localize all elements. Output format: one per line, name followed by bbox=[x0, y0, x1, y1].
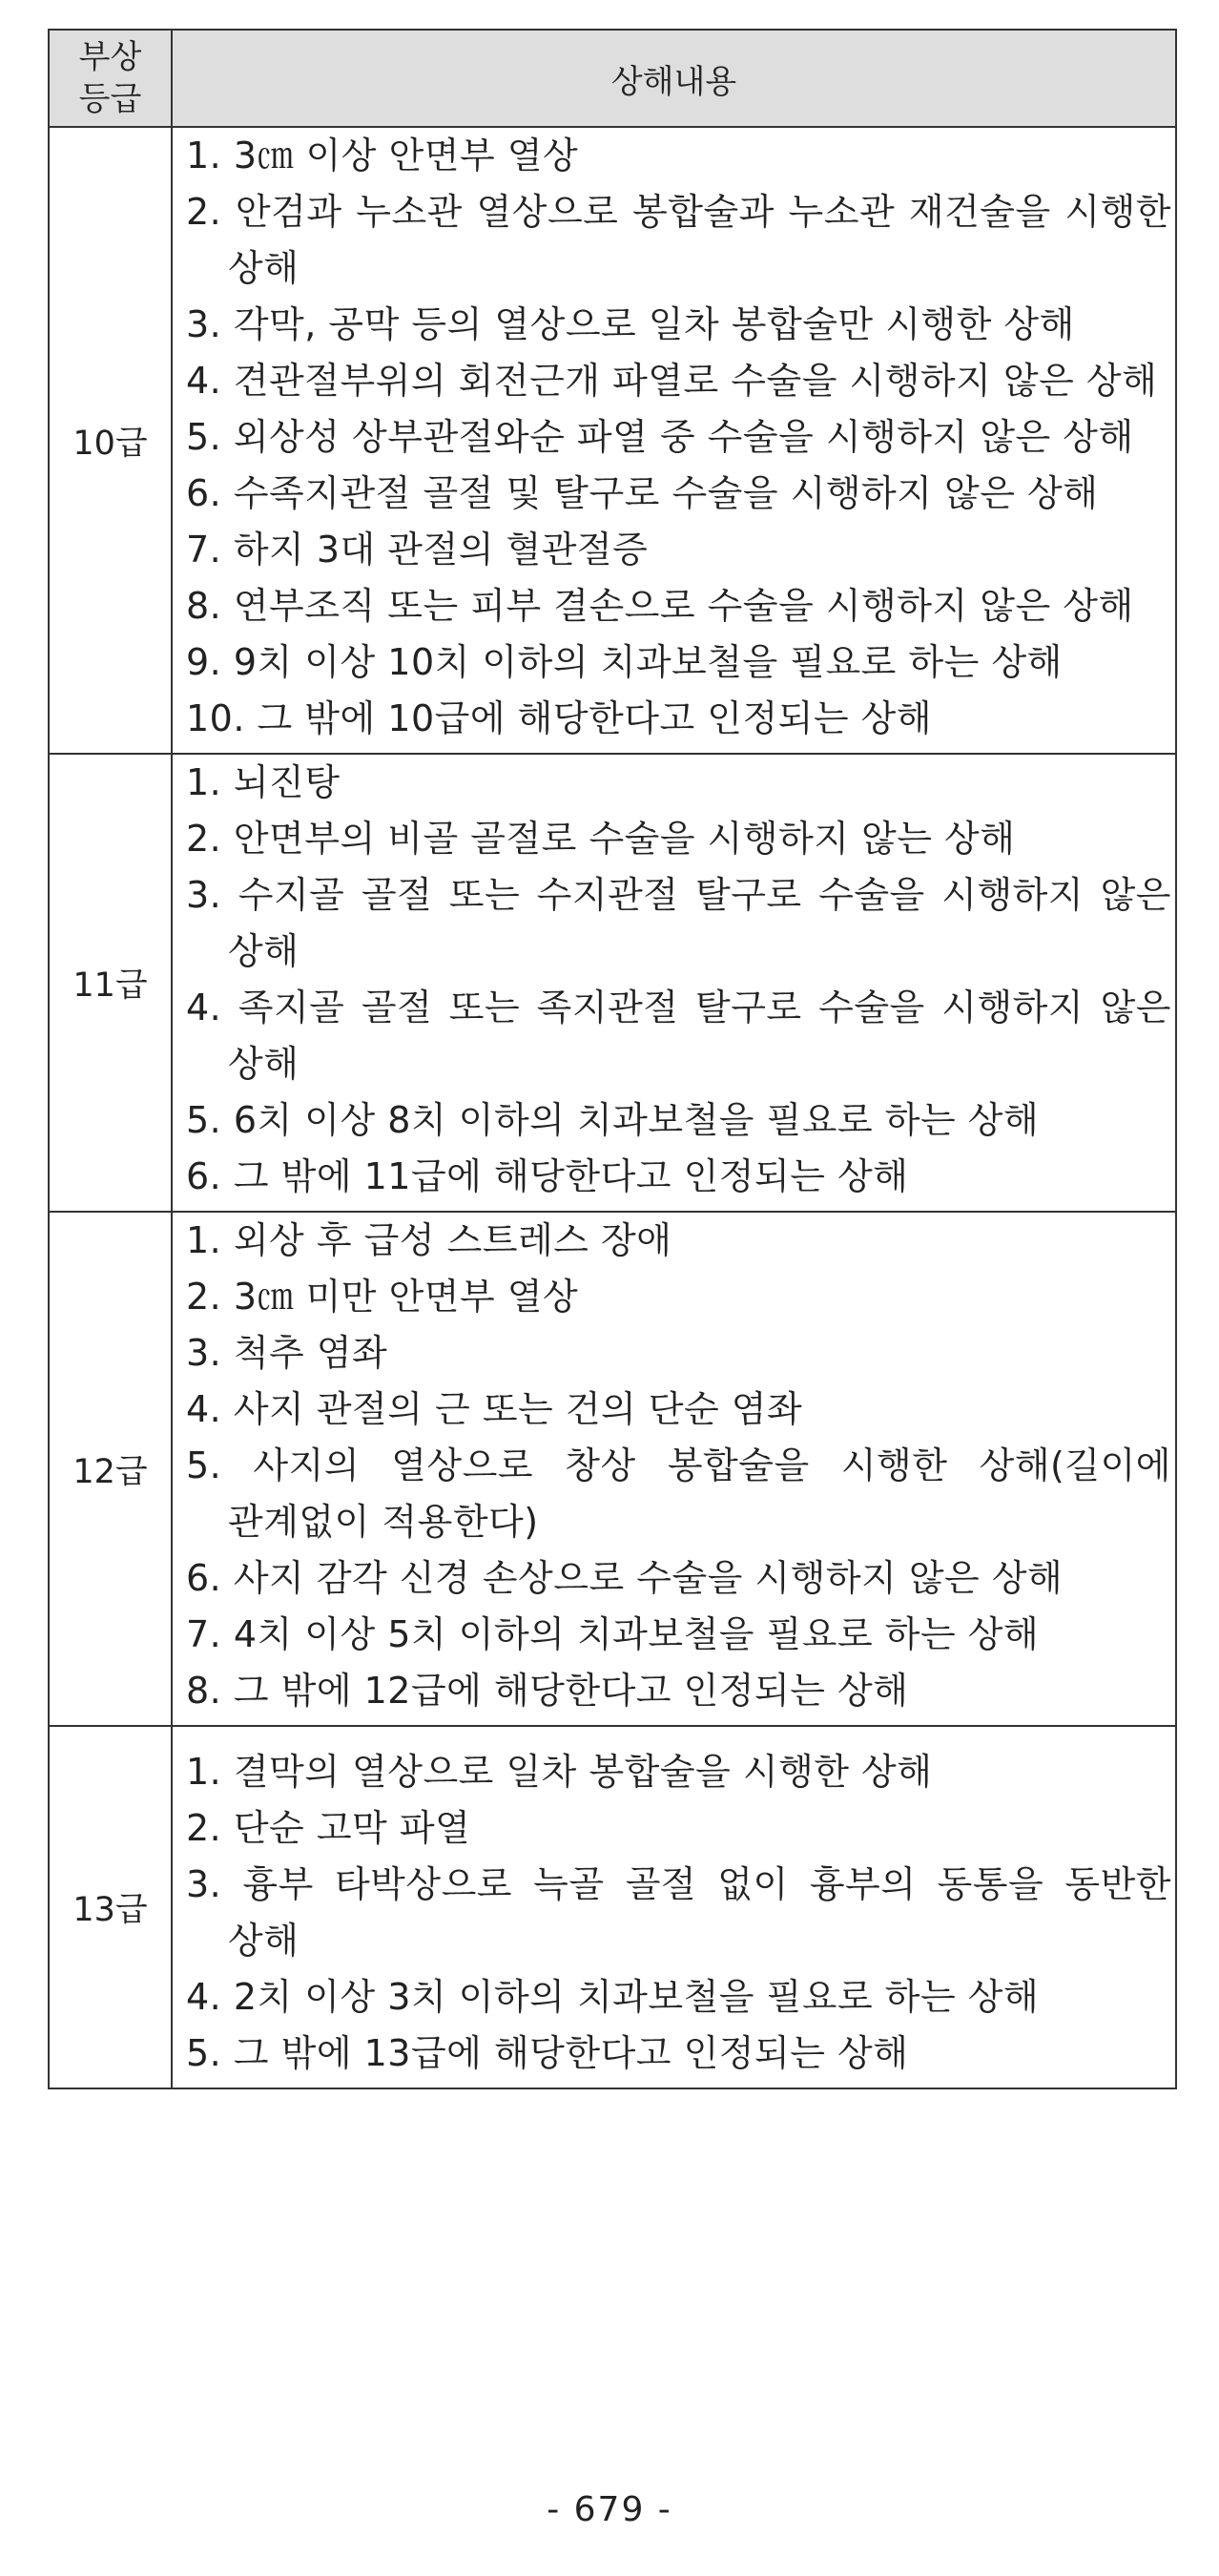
list-item: 3. 각막, 공막 등의 열상으로 일차 봉합술만 시행한 상해 bbox=[186, 303, 1075, 345]
injury-item-list bbox=[186, 1744, 1171, 2082]
grade-cell: 10급 bbox=[49, 127, 172, 754]
table-header bbox=[49, 30, 1176, 127]
list-item: 8. 그 밖에 12급에 해당한다고 인정되는 상해 bbox=[186, 1670, 909, 1712]
injury-item-list bbox=[186, 1213, 1171, 1719]
list-item: 7. 4치 이상 5치 이하의 치과보철을 필요로 하는 상해 bbox=[186, 1613, 1040, 1655]
list-item: 8. 연부조직 또는 피부 결손으로 수술을 시행하지 않은 상해 bbox=[186, 585, 1134, 627]
list-item: 6. 사지 감각 신경 손상으로 수술을 시행하지 않은 상해 bbox=[186, 1557, 1064, 1599]
table-row bbox=[49, 1212, 1176, 1726]
table-row bbox=[49, 127, 1176, 754]
injury-item-list bbox=[186, 755, 1171, 1205]
content-cell bbox=[172, 1726, 1176, 2088]
list-item: 3. 수지골 골절 또는 수지관절 탈구로 수술을 시행하지 않은 상해 bbox=[186, 874, 1171, 972]
grade-cell: 12급 bbox=[49, 1212, 172, 1726]
list-item: 5. 외상성 상부관절와순 파열 중 수술을 시행하지 않은 상해 bbox=[186, 416, 1134, 458]
content-cell bbox=[172, 754, 1176, 1212]
list-item: 2. 안검과 누소관 열상으로 봉합술과 누소관 재건술을 시행한 상해 bbox=[186, 191, 1171, 289]
list-item: 6. 그 밖에 11급에 해당한다고 인정되는 상해 bbox=[186, 1155, 909, 1197]
list-item: 5. 그 밖에 13급에 해당한다고 인정되는 상해 bbox=[186, 2032, 909, 2074]
list-item: 3. 척추 염좌 bbox=[186, 1332, 388, 1374]
list-item: 1. 뇌진탕 bbox=[186, 761, 341, 803]
grade-cell: 11급 bbox=[49, 754, 172, 1212]
list-item: 1. 외상 후 급성 스트레스 장애 bbox=[186, 1219, 672, 1261]
list-item: 2. 3㎝ 미만 안면부 열상 bbox=[186, 1276, 579, 1318]
grade-cell: 13급 bbox=[49, 1726, 172, 2088]
list-item: 4. 견관절부위의 회전근개 파열로 수술을 시행하지 않은 상해 bbox=[186, 360, 1158, 402]
list-item: 5. 사지의 열상으로 창상 봉합술을 시행한 상해(길이에 관계없이 적용한다) bbox=[186, 1444, 1171, 1543]
table-row bbox=[49, 754, 1176, 1212]
list-item: 5. 6치 이상 8치 이하의 치과보철을 필요로 하는 상해 bbox=[186, 1099, 1040, 1141]
table-row bbox=[49, 1726, 1176, 2088]
header-content-label: 상해내용 bbox=[610, 62, 737, 101]
content-cell bbox=[172, 1212, 1176, 1726]
list-item: 2. 단순 고막 파열 bbox=[186, 1807, 471, 1849]
list-item: 1. 결막의 열상으로 일차 봉합술을 시행한 상해 bbox=[186, 1751, 933, 1793]
content-cell bbox=[172, 127, 1176, 754]
list-item: 6. 수족지관절 골절 및 탈구로 수술을 시행하지 않은 상해 bbox=[186, 472, 1099, 514]
list-item: 4. 2치 이상 3치 이하의 치과보철을 필요로 하는 상해 bbox=[186, 1976, 1040, 2018]
header-grade-label: 부상 등급 bbox=[78, 38, 142, 118]
list-item: 2. 안면부의 비골 골절로 수술을 시행하지 않는 상해 bbox=[186, 818, 1016, 860]
list-item: 7. 하지 3대 관절의 혈관절증 bbox=[186, 529, 649, 571]
injury-grade-table bbox=[48, 29, 1177, 2089]
header-content-column bbox=[172, 30, 1176, 127]
injury-item-list bbox=[186, 128, 1171, 747]
list-item: 10. 그 밖에 10급에 해당한다고 인정되는 상해 bbox=[186, 697, 933, 739]
list-item: 4. 사지 관절의 근 또는 건의 단순 염좌 bbox=[186, 1388, 803, 1430]
page-number: - 679 - bbox=[547, 2490, 672, 2529]
list-item: 4. 족지골 골절 또는 족지관절 탈구로 수술을 시행하지 않은 상해 bbox=[186, 987, 1171, 1085]
table-body bbox=[49, 127, 1176, 2088]
header-grade-column bbox=[49, 30, 172, 127]
list-item: 1. 3㎝ 이상 안면부 열상 bbox=[186, 135, 579, 177]
list-item: 9. 9치 이상 10치 이하의 치과보철을 필요로 하는 상해 bbox=[186, 641, 1063, 683]
list-item: 3. 흉부 타박상으로 늑골 골절 없이 흉부의 동통을 동반한 상해 bbox=[186, 1863, 1171, 1962]
